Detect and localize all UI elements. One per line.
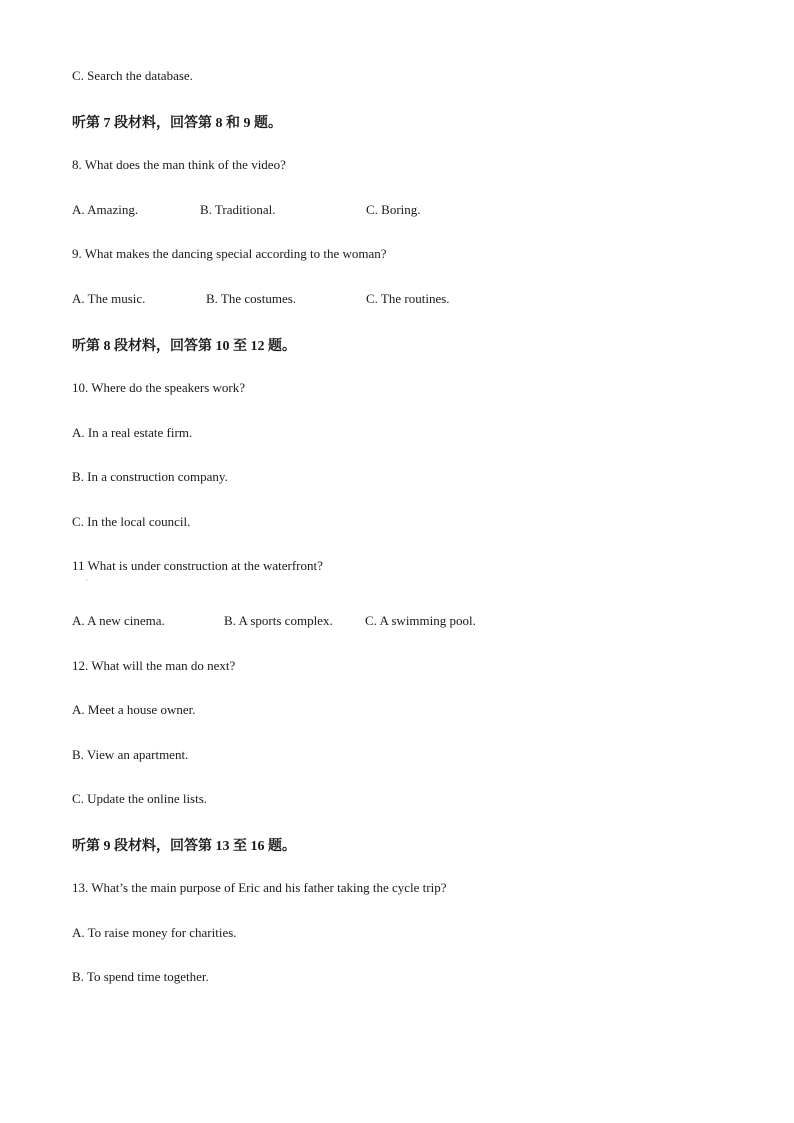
question-9: 9. What makes the dancing special according to the woman? (72, 246, 387, 261)
section-heading-7: 听第 7 段材料，回答第 8 和 9 题。 (72, 116, 282, 131)
q10-option-b: B. In a construction company. (72, 469, 228, 484)
q10-option-a: A. In a real estate firm. (72, 425, 193, 440)
q12-option-c: C. Update the online lists. (72, 791, 208, 806)
q8-option-a: A. Amazing. (72, 202, 139, 217)
q12-option-b: B. View an apartment. (72, 747, 189, 762)
q7-option-c: C. Search the database. (72, 68, 193, 83)
section-heading-9: 听第 9 段材料，回答第 13 至 16 题。 (72, 839, 296, 854)
question-12: 12. What will the man do next? (72, 658, 236, 673)
q11-option-c: C. A swimming pool. (365, 613, 476, 628)
q12-option-a: A. Meet a house owner. (72, 702, 196, 717)
q8-option-c: C. Boring. (366, 202, 421, 217)
question-8: 8. What does the man think of the video? (72, 157, 286, 172)
q9-option-b: B. The costumes. (206, 291, 297, 306)
q9-option-c: C. The routines. (366, 291, 450, 306)
question-13: 13. What’s the main purpose of Eric and his father taking the cycle trip? (72, 880, 447, 895)
stray-dot-mark: · (86, 578, 88, 584)
q9-option-a: A. The music. (72, 291, 146, 306)
q13-option-b: B. To spend time together. (72, 969, 209, 984)
q11-option-b: B. A sports complex. (224, 613, 333, 628)
question-11: 11 What is under construction at the waterfront? (72, 558, 323, 573)
q8-option-b: B. Traditional. (200, 202, 276, 217)
q13-option-a: A. To raise money for charities. (72, 925, 237, 940)
q10-option-c: C. In the local council. (72, 514, 191, 529)
section-heading-8: 听第 8 段材料，回答第 10 至 12 题。 (72, 339, 296, 354)
q11-option-a: A. A new cinema. (72, 613, 165, 628)
question-10: 10. Where do the speakers work? (72, 380, 246, 395)
